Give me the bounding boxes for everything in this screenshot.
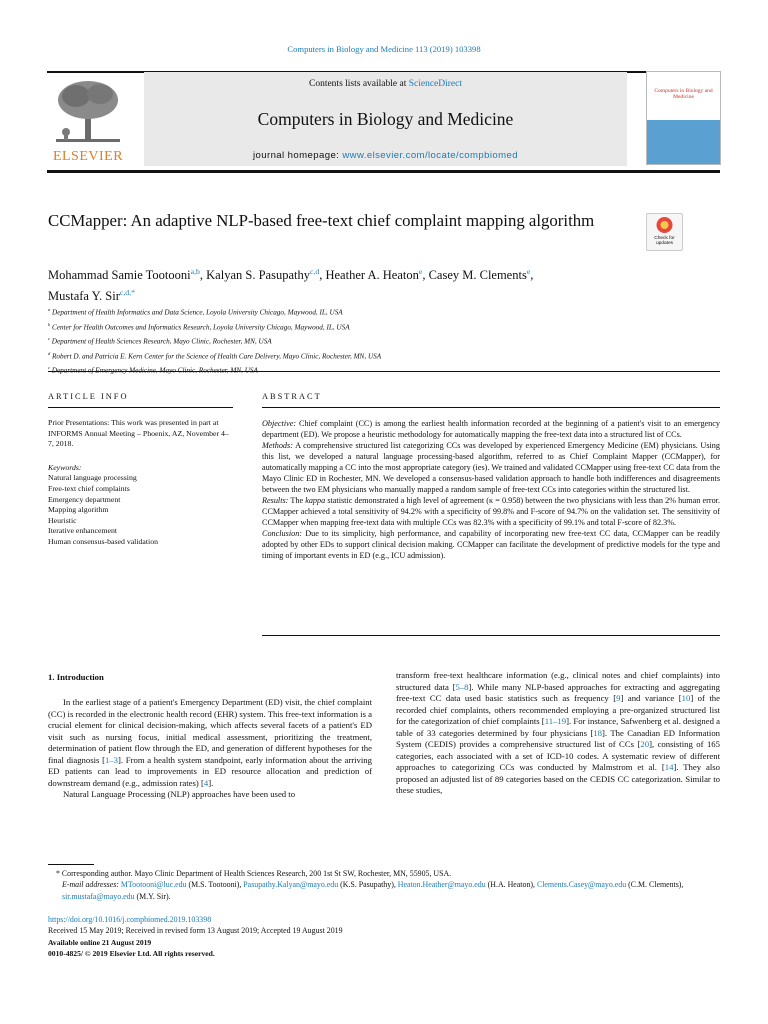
footnote bbox=[48, 868, 728, 902]
conclusion-label: Conclusion: bbox=[262, 529, 303, 538]
ref-10[interactable]: 10 bbox=[681, 693, 691, 703]
journal-title: Computers in Biology and Medicine bbox=[257, 109, 514, 129]
author-affiliation-marker[interactable]: c,d,* bbox=[119, 288, 135, 298]
keyword-item: Emergency department bbox=[48, 494, 121, 504]
author-affiliation-marker[interactable]: a,b bbox=[190, 267, 200, 276]
email-label: E-mail addresses: bbox=[62, 880, 121, 890]
keyword-item: Natural language processing bbox=[48, 473, 137, 483]
ref-20[interactable]: 20 bbox=[640, 739, 650, 749]
results-text: statistic demonstrated a high level of agreement (κ = 0.958) between the two physicians with less than 2% human error. CCMapper achieved a total sensitivity of 94.2% with a specificity of 99.8% and F-score of 94.7% on the validation set. The sensitivity of CCMapper when mapping free-text data with multiple CCs was 82.3% with a specificity of 99.1% and total F-score of 82.3%. bbox=[262, 496, 720, 527]
keywords-list bbox=[48, 473, 233, 547]
abstract-rule-bottom bbox=[262, 635, 720, 636]
article-title: CCMapper: An adaptive NLP-based free-text chief complaint mapping algorithm bbox=[48, 211, 595, 230]
intro-paragraph-1: In the earliest stage of a patient's Emergency Department (ED) visit, the chief complaint (CC) is recorded in the electronic health record (EHR) system. This free-text information is a crucial element for clinical decision-making, which affects several facets of a patient's ED visit such as nursing focus, initial medical assessment, prioritizing the treatment, determination of patient flow through the ED, and generation of different hypotheses for the final diagnosis [1–3]. From a health system standpoint, early information about the arriving ED patients can lead to improvements in ED resource allocation and prediction of downstream demand (e.g., admission rates) [4]. bbox=[48, 697, 372, 788]
affiliation-item: $^d$ Robert D. and Patricia E. Kern Center for the Science of Health Care Delivery, Mayo Clinic, Rochester, MN, USA bbox=[48, 350, 382, 361]
abstract-rule bbox=[262, 407, 720, 408]
keyword-item: Free-text chief complaints bbox=[48, 483, 130, 493]
ref-14[interactable]: 14 bbox=[664, 762, 674, 772]
keyword-item: Heuristic bbox=[48, 515, 77, 525]
email-link[interactable]: Pasupathy.Kalyan@mayo.edu bbox=[243, 880, 339, 890]
ref-11-19[interactable]: 11–19 bbox=[544, 716, 567, 726]
author-name: Mohammad Samie Tootooni bbox=[48, 268, 191, 283]
author-name: Casey M. Clements bbox=[428, 268, 527, 283]
check-for-updates-badge[interactable] bbox=[646, 213, 683, 251]
homepage-link[interactable]: www.elsevier.com/locate/compbiomed bbox=[342, 150, 519, 161]
kappa-term: kappa bbox=[305, 496, 326, 505]
ref-4[interactable]: 4 bbox=[203, 777, 209, 788]
contents-available: Contents lists available at ScienceDirect bbox=[308, 79, 462, 89]
author-name: Kalyan S. Pasupathy bbox=[206, 268, 310, 283]
affiliation-item: e bbox=[48, 365, 50, 371]
section-rule-top bbox=[48, 371, 720, 372]
abstract-heading: ABSTRACT bbox=[262, 392, 322, 401]
affiliations bbox=[48, 304, 608, 377]
email-link[interactable]: sir.mustafa@mayo.edu bbox=[62, 891, 135, 901]
article-info-body bbox=[48, 418, 233, 548]
methods-text: A comprehensive structured list categorizing CCs was developed by experienced Emergency Medicine (EM) physicians. Using this list, we developed a natural language processing-based algorithm, referred to as Chief Complaint Mapper (CCMapper), for automatically mapping a CC into the most appropriate category (ies). We trained and validated CCMapper using free-text CC data from the Mayo Clinic ED in Rochester, MN. We developed a consensus-based validation approach to handle both indifferences and disagreements between the two EM physicians who manually mapped a random sample of free-text CCs into categories within the structured list. bbox=[262, 441, 720, 494]
author-affiliation-marker[interactable]: e bbox=[418, 267, 423, 276]
publisher-name: ELSEVIER bbox=[52, 149, 124, 164]
author-list: Mohammad Samie Tootooni$^{a,b}$, Kalyan S. Pasupathy$^{c,d}$, Heather A. Heaton$^e$, Casey M. Clements$^e$, Mustafa Y. Sir$^{c,d,*}$ bbox=[48, 267, 534, 304]
conclusion-text: Due to its simplicity, high performance, and capability of incorporating new free-text CC data, CCMapper can be readily adopted by other EDs to support clinical decision making. CCMapper can facilitate the development of predictive models for the type and timing of important events in ED (e.g., ICU admission). bbox=[262, 529, 720, 560]
footnote-rule bbox=[48, 864, 94, 865]
keywords-label: Keywords: bbox=[48, 462, 82, 472]
check-for-updates-label: Check for updates bbox=[654, 236, 675, 246]
intro-paragraph-3: transform free-text healthcare information (e.g., clinical notes and chief complaints) into structured data [5–8]. While many NLP-based approaches for extracting and aggregating free-text CC data used basic statistics such as frequency [9] and variance [10] of the recorded chief complaints, others recommended employing a pre-organized structured list for the categorization of chief complaints [11–19]. For instance, Safwenberg et al. designed a table of 33 categories determined by four physicians [18]. The Canadian ED Information System (CEDIS) provides a comprehensive structured list of CCs [20], consisting of 165 categories, each associated with a set of ICD-10 codes. A systematic review of different approaches to categorizing CCs was conducted by Malmstrom et al. [14]. They also proposed an adjusted list of 89 categories based on the CEDIS CC categorization. Similar to these studies, bbox=[396, 670, 721, 795]
journal-homepage: journal homepage: www.elsevier.com/locate/compbiomed bbox=[252, 150, 519, 161]
ref-9[interactable]: 9 bbox=[616, 693, 621, 703]
objective-text: Chief complaint (CC) is among the earliest health information recorded at the beginning of a patient's visit to an emergency department (ED). We propose a heuristic methodology for automatically mapping the free-text data into a structured list of CCs. bbox=[262, 419, 721, 439]
keyword-item: Iterative enhancement bbox=[48, 526, 118, 536]
intro-right-column bbox=[396, 670, 720, 797]
prior-presentations: Prior Presentations: This work was presented in part at INFORMS Annual Meeting – Phoenix, AZ, November 4–7, 2018. bbox=[48, 418, 229, 449]
objective-label: Objective: bbox=[262, 419, 297, 428]
ref-1-3[interactable]: 1–3 bbox=[104, 754, 119, 765]
author-affiliation-marker[interactable]: e bbox=[526, 267, 531, 276]
keyword-item: Mapping algorithm bbox=[48, 505, 109, 515]
introduction-heading: 1. Introduction bbox=[48, 672, 104, 682]
results-label: Results: bbox=[262, 496, 289, 505]
author-name: Mustafa Y. Sir bbox=[48, 289, 120, 304]
intro-left-column bbox=[48, 697, 372, 801]
article-footer bbox=[48, 914, 728, 960]
article-info-heading: ARTICLE INFO bbox=[48, 392, 129, 401]
received-dates: Received 15 May 2019; Received in revised form 13 August 2019; Accepted 19 August 2019 bbox=[48, 926, 343, 936]
keyword-item: Human consensus-based validation bbox=[48, 536, 158, 546]
corresponding-author: * Corresponding author. Mayo Clinic Department of Health Sciences Research, 200 1st St SW, Rochester, MN, 55905, USA. bbox=[56, 869, 452, 878]
ref-5-8[interactable]: 5–8 bbox=[455, 681, 469, 692]
journal-cover-thumbnail[interactable] bbox=[646, 71, 721, 165]
author-affiliation-marker[interactable]: c,d bbox=[309, 267, 320, 276]
email-link[interactable]: Heaton.Heather@mayo.edu bbox=[397, 880, 486, 890]
email-addresses: E-mail addresses: MTootooni@luc.edu (M.S. Tootooni), Pasupathy.Kalyan@mayo.edu (K.S. Pasupathy), Heaton.Heather@mayo.edu (H.A. Heaton), Clements.Casey@mayo.edu (C.M. Clements), sir.mustafa@mayo.edu (M.Y. Sir). bbox=[62, 880, 684, 901]
intro-paragraph-2: Natural Language Processing (NLP) approaches have been used to bbox=[63, 789, 296, 799]
sciencedirect-link[interactable]: ScienceDirect bbox=[408, 79, 462, 89]
methods-label: Methods: bbox=[262, 441, 293, 450]
email-link[interactable]: Clements.Casey@mayo.edu bbox=[536, 880, 627, 890]
affiliation-item: $^a$ Department of Health Informatics and Data Science, Loyola University Chicago, Maywood, IL, USA bbox=[48, 307, 343, 317]
copyright: 0010-4825/ © 2019 Elsevier Ltd. All rights reserved. bbox=[48, 949, 215, 959]
affiliation-item: $^b$ Center for Health Outcomes and Informatics Research, Loyola University Chicago, Maywood, IL, USA bbox=[48, 321, 350, 331]
abstract-body: Objective: Chief complaint (CC) is among the earliest health information recorded at the beginning of a patient's visit to an emergency department (ED). We propose a heuristic methodology for automatically mapping the free-text data into a structured list of CCs. Methods: A comprehensive structured list categorizing CCs was developed by experienced Emergency Medicine (EM) physicians. Using this list, we developed a natural language processing-based algorithm, referred to as Chief Complaint Mapper (CCMapper), for automatically mapping a CC into the most appropriate category (ies). We trained and validated CCMapper using free-text CC data from the Mayo Clinic ED in Rochester, MN. We developed a consensus-based validation approach to handle both indifferences and disagreements between the two EM physicians who manually mapped a random sample of free-text CCs into categories within the structured list. Results: The kappa statistic demonstrated a high level of agreement (κ = 0.958) between the two physicians with less than 2% human error. CCMapper achieved a total sensitivity of 94.2% with a specificity of 99.8% and F-score of 94.7% on the validation set. The sensitivity of CCMapper when mapping free-text data with multiple CCs was 82.3% with a specificity of 99.1% and total F-score of 82.3%. Conclusion: Due to its simplicity, high performance, and capability of incorporating new free-text CC data, CCMapper can be readily adopted by other EDs to support clinical decision making. CCMapper can facilitate the development of predictive models for the type and timing of important events in ED (e.g., ICU admission). bbox=[262, 419, 721, 560]
author-name: Heather A. Heaton bbox=[325, 268, 419, 283]
header-rule-bottom bbox=[47, 170, 720, 173]
ref-18[interactable]: 18 bbox=[593, 727, 602, 738]
cover-title: Computers in Biology and Medicine bbox=[654, 88, 713, 100]
available-online: Available online 21 August 2019 bbox=[48, 937, 152, 947]
journal-citation[interactable]: Computers in Biology and Medicine 113 (2019) 103398 bbox=[287, 44, 481, 54]
cover-band bbox=[647, 120, 720, 164]
email-link[interactable]: MTootooni@luc.edu bbox=[120, 880, 187, 890]
article-info-rule bbox=[48, 407, 233, 408]
affiliation-item: $^c$ Department of Health Sciences Research, Mayo Clinic, Rochester, MN, USA bbox=[48, 336, 272, 346]
doi-link[interactable]: https://doi.org/10.1016/j.compbiomed.2019.103398 bbox=[48, 915, 212, 924]
